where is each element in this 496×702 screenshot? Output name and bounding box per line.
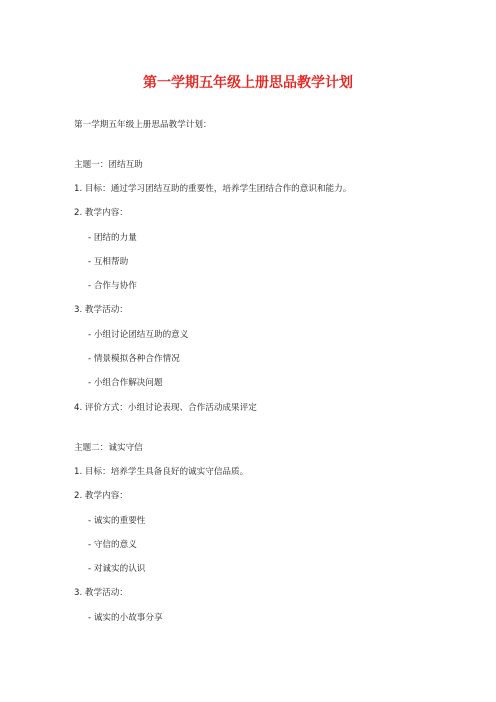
topic2-content-label: 2. 教学内容：: [74, 491, 128, 501]
topic1-content-item: - 合作与协作: [88, 281, 137, 291]
topic1-content-item: - 团结的力量: [88, 233, 137, 243]
topic1-content-label: 2. 教学内容：: [74, 208, 128, 218]
topic2-goal: 1. 目标：培养学生具备良好的诚实守信品质。: [74, 467, 249, 477]
intro-text: 第一学期五年级上册思品教学计划：: [74, 120, 212, 130]
topic2-content-item: - 守信的意义: [88, 540, 137, 550]
topic1-activity-item: - 情景模拟各种合作情况: [88, 354, 180, 364]
topic2-content-item: - 对诚实的认识: [88, 564, 146, 574]
topic1-activity-item: - 小组合作解决问题: [88, 378, 163, 388]
topic1-activity-label: 3. 教学活动：: [74, 305, 128, 315]
topic1-content-item: - 互相帮助: [88, 257, 129, 267]
topic1-goal: 1. 目标：通过学习团结互助的重要性，培养学生团结合作的意识和能力。: [74, 184, 352, 194]
topic2-heading: 主题二：诚实守信: [74, 443, 143, 453]
topic2-activity-label: 3. 教学活动：: [74, 588, 128, 598]
document-title: 第一学期五年级上册思品教学计划: [143, 75, 353, 91]
topic1-evaluation: 4. 评价方式：小组讨论表现、合作活动成果评定: [74, 403, 257, 413]
topic1-heading: 主题一：团结互助: [74, 160, 143, 170]
topic2-activity-item: - 诚实的小故事分享: [88, 613, 163, 623]
topic1-activity-item: - 小组讨论团结互助的意义: [88, 330, 189, 340]
topic2-content-item: - 诚实的重要性: [88, 516, 146, 526]
